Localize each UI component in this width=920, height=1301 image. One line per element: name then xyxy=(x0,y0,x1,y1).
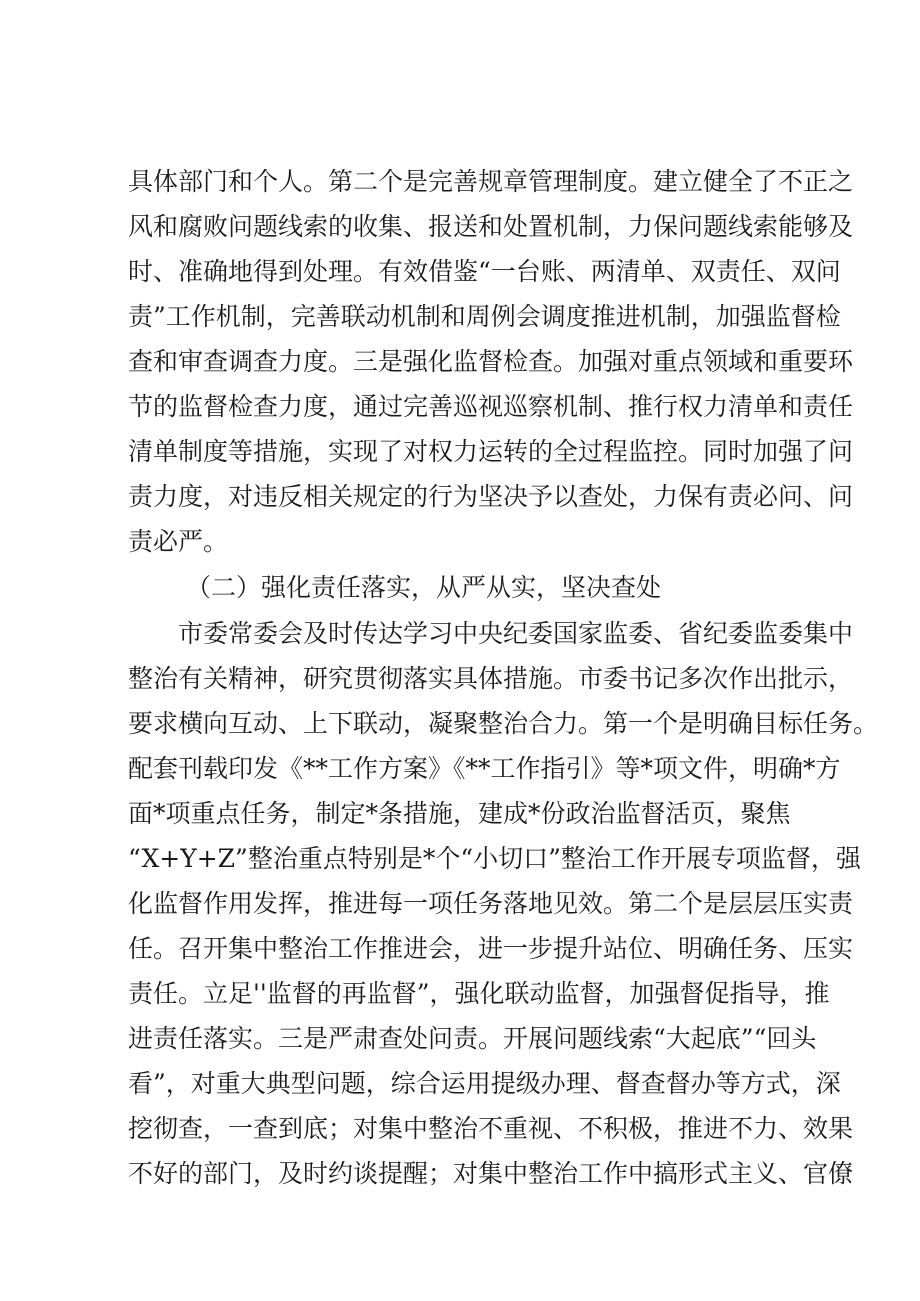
para1-line-7: 清单制度等措施，实现了对权力运转的全过程监控。同时加强了问 xyxy=(128,437,854,466)
para2-line-6: “X+Y+Z”整治重点特别是*个“小切口”整治工作开展专项监督，强 xyxy=(128,844,861,873)
para2-line-12: 挖彻查，一查到底；对集中整治不重视、不积极，推进不力、效果 xyxy=(128,1114,854,1143)
para1-line-1: 具体部门和个人。第二个是完善规章管理制度。建立健全了不正之 xyxy=(128,167,854,196)
para2-line-8: 任。召开集中整治工作推进会，进一步提升站位、明确任务、压实 xyxy=(128,934,854,963)
para2-line-2: 整治有关精神，研究贯彻落实具体措施。市委书记多次作出批示， xyxy=(128,664,854,693)
para2-line-9: 责任。立足''监督的再监督”，强化联动监督，加强督促指导，推 xyxy=(128,979,830,1008)
para1-line-3: 时、准确地得到处理。有效借鉴“一台账、两清单、双责任、双问 xyxy=(128,257,841,286)
para2-line-5: 面*项重点任务，制定*条措施，建成*份政治监督活页，聚焦 xyxy=(128,799,791,828)
para2-line-13: 不好的部门，及时约谈提醒；对集中整治工作中搞形式主义、官僚 xyxy=(128,1159,854,1188)
para2-line-4: 配套刊载印发《**工作方案》《**工作指引》等*项文件，明确*方 xyxy=(128,754,841,783)
para2-line-11: 看”，对重大典型问题，综合运用提级办理、督查督办等方式，深 xyxy=(128,1069,841,1098)
para1-line-8: 责力度，对违反相关规定的行为坚决予以查处，力保有责必问、问 xyxy=(128,482,854,511)
para2-line-10: 进责任落实。三是严肃查处问责。开展问题线索“大起底”“回头 xyxy=(128,1024,817,1053)
para1-line-6: 节的监督检查力度，通过完善巡视巡察机制、推行权力清单和责任 xyxy=(128,392,854,421)
para1-line-2: 风和腐败问题线索的收集、报送和处置机制，力保问题线索能够及 xyxy=(128,212,854,241)
para2-line-7: 化监督作用发挥，推进每一项任务落地见效。第二个是层层压实责 xyxy=(128,889,854,918)
para2-line-3: 要求横向互动、上下联动，凝聚整治合力。第一个是明确目标任务。 xyxy=(128,709,879,738)
section-heading-2: （二）强化责任落实，从严从实，坚决查处 xyxy=(186,573,662,602)
para1-line-4: 责”工作机制，完善联动机制和周例会调度推进机制，加强监督检 xyxy=(128,302,841,331)
para2-line-1: 市委常委会及时传达学习中央纪委国家监委、省纪委监委集中 xyxy=(178,619,854,648)
para1-line-5: 查和审查调查力度。三是强化监督检查。加强对重点领域和重要环 xyxy=(128,347,854,376)
para1-line-9: 责必严。 xyxy=(128,527,229,556)
